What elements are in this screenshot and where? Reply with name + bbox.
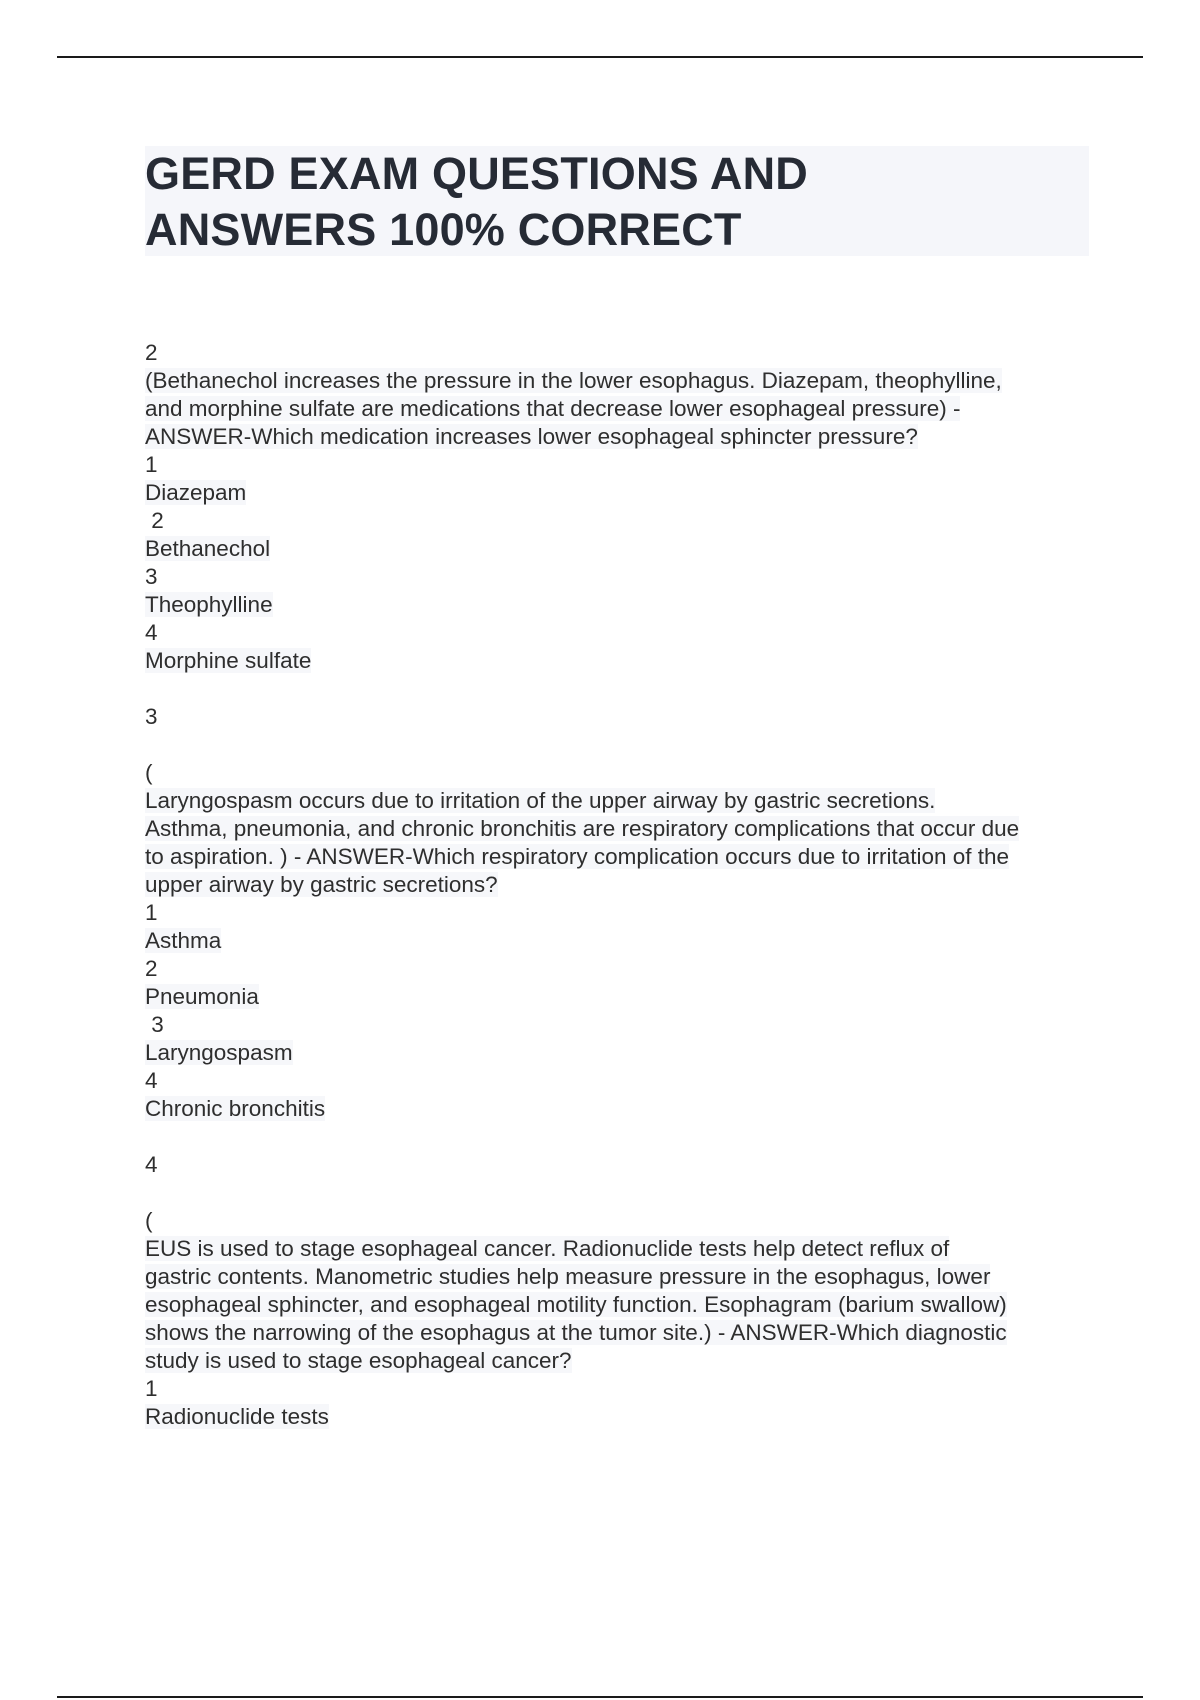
answer-number: 3 [145,704,158,729]
title-line-1: GERD EXAM QUESTIONS AND [145,148,808,199]
title-line-2: ANSWERS 100% CORRECT [145,204,742,255]
option-label: Theophylline [145,592,273,617]
open-paren: ( [145,760,153,785]
option-label: Asthma [145,928,222,953]
spacer [145,1179,1095,1207]
spacer [145,1123,1095,1151]
option-label: Pneumonia [145,984,259,1009]
option-number: 4 [145,620,158,645]
question-text-line: ANSWER-Which medication increases lower esophageal sphincter pressure? [145,424,918,449]
question-text-line: Laryngospasm occurs due to irritation of the upper airway by gastric secretions. [145,788,936,813]
question-block [145,703,1095,1123]
question-text-line: shows the narrowing of the esophagus at the tumor site.) - ANSWER-Which diagnostic [145,1320,1007,1345]
option-label: Laryngospasm [145,1040,293,1065]
option-label: Bethanechol [145,536,271,561]
question-text-line: esophageal sphincter, and esophageal motility function. Esophagram (barium swallow) [145,1292,1007,1317]
option-number: 2 [145,956,158,981]
option-label: Morphine sulfate [145,648,312,673]
question-text-line: (Bethanechol increases the pressure in the lower esophagus. Diazepam, theophylline, [145,368,1002,393]
question-text-line: and morphine sulfate are medications that decrease lower esophageal pressure) - [145,396,961,421]
option-number: 1 [145,900,158,925]
document-body [145,339,1095,1431]
spacer [145,675,1095,703]
option-label: Diazepam [145,480,247,505]
option-number: 3 [145,1012,164,1037]
top-rule [57,56,1143,58]
option-number: 4 [145,1068,158,1093]
option-number: 2 [145,508,164,533]
question-text-line: to aspiration. ) - ANSWER-Which respiratory complication occurs due to irritation of the [145,844,1010,869]
question-text-line: upper airway by gastric secretions? [145,872,498,897]
bottom-rule [57,1696,1143,1698]
answer-number: 4 [145,1152,158,1177]
document-title [145,146,945,258]
answer-number: 2 [145,340,158,365]
option-number: 3 [145,564,158,589]
question-block [145,339,1095,675]
option-label: Chronic bronchitis [145,1096,326,1121]
question-text-line: gastric contents. Manometric studies help measure pressure in the esophagus, lower [145,1264,991,1289]
option-label: Radionuclide tests [145,1404,329,1429]
question-text-line: Asthma, pneumonia, and chronic bronchitis are respiratory complications that occur due [145,816,1020,841]
question-text-line: EUS is used to stage esophageal cancer. Radionuclide tests help detect reflux of [145,1236,950,1261]
option-number: 1 [145,1376,158,1401]
spacer [145,731,1095,759]
question-block [145,1151,1095,1431]
open-paren: ( [145,1208,153,1233]
option-number: 1 [145,452,158,477]
question-text-line: study is used to stage esophageal cancer? [145,1348,572,1373]
